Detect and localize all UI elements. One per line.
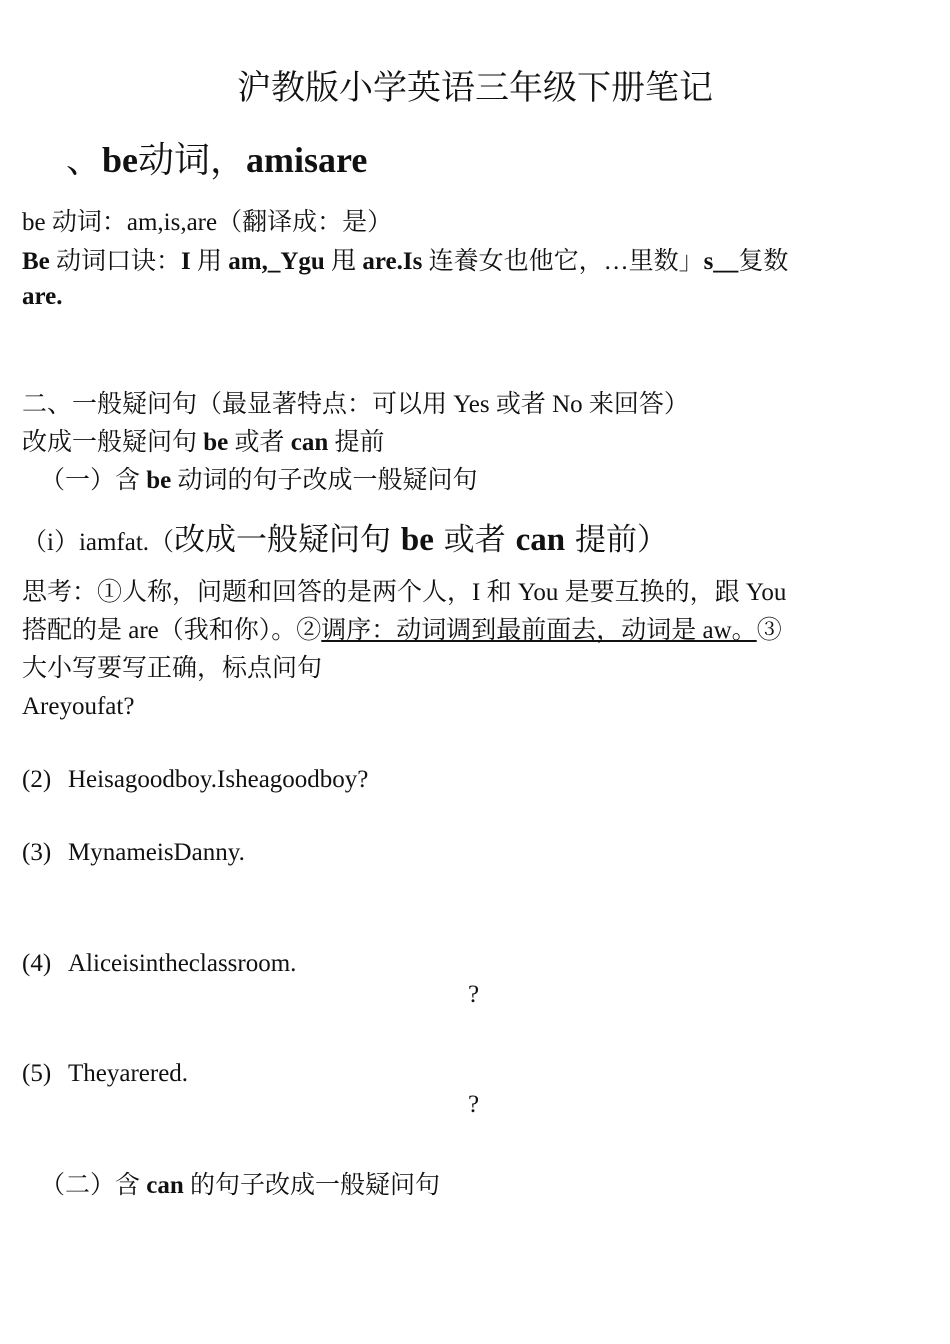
answer1: Areyoufat? bbox=[22, 693, 135, 720]
list-item: (4) Aliceisintheclassroom. bbox=[22, 950, 297, 977]
section1-heading: 、be动词，amisare bbox=[66, 140, 368, 180]
subsection1-heading: （一）含 be 动词的句子改成一般疑问句 bbox=[40, 467, 478, 494]
subsection2-heading: （二）含 can 的句子改成一般疑问句 bbox=[40, 1172, 441, 1199]
example1: （i）iamfat.（改成一般疑问句 be 或者 can 提前） bbox=[22, 522, 668, 558]
list-item: (5) Theyarered. bbox=[22, 1060, 189, 1087]
section2-heading: 二、一般疑问句（最显著特点：可以用 Yes 或者 No 来回答） bbox=[22, 391, 689, 418]
list-item: (3) MynameisDanny. bbox=[22, 839, 245, 866]
answer-blank-qmark: ? bbox=[468, 981, 480, 1008]
be-verb-mnemonic-cont: are. bbox=[22, 283, 63, 310]
think-line3: 大小写要写正确，标点问句 bbox=[22, 655, 323, 682]
think-line2: 搭配的是 are（我和你）。②调序：动词调到最前面去，动词是 aw。③ bbox=[22, 617, 782, 644]
page-title: 沪教版小学英语三年级下册笔记 bbox=[237, 68, 713, 108]
list-item: (2) Heisagoodboy.Isheagoodboy? bbox=[22, 766, 369, 793]
be-verb-mnemonic: Be 动词口诀：I 用 am,_Ygu 甩 are.Is 连養女也他它，…里数」s__复数 bbox=[22, 248, 789, 275]
question-rule: 改成一般疑问句 be 或者 can 提前 bbox=[22, 429, 385, 456]
answer-blank-qmark: ? bbox=[468, 1091, 480, 1118]
think-line1: 思考：①人称，问题和回答的是两个人，I 和 You 是要互换的，跟 You bbox=[22, 579, 787, 606]
be-verb-definition: be 动词：am,is,are（翻译成：是） bbox=[22, 209, 393, 236]
